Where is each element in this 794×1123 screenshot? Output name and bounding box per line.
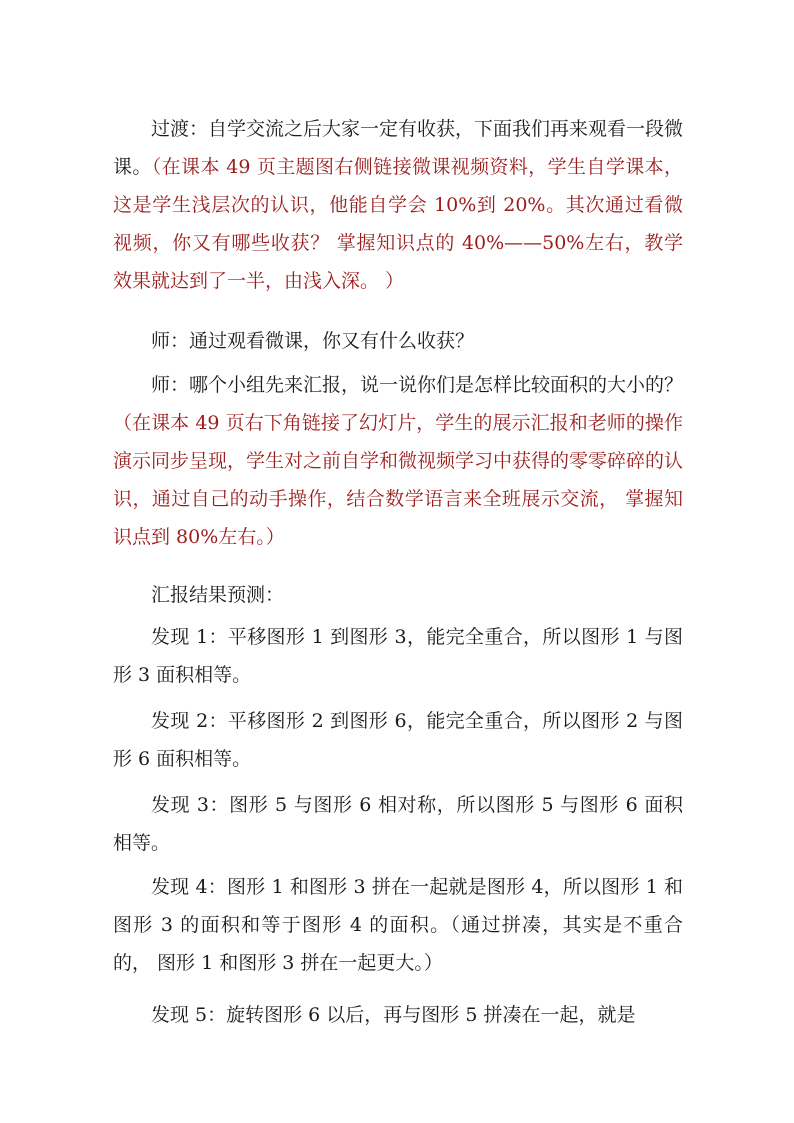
paragraph-text: 发现 2：平移图形 2 到图形 6，能完全重合，所以图形 2 与图形 6 面积相等。 [113, 710, 683, 770]
paragraph-text: 发现 3：图形 5 与图形 6 相对称，所以图形 5 与图形 6 面积相等。 [113, 794, 683, 854]
paragraph-text: 汇报结果预测： [151, 584, 285, 606]
paragraph-finding-1 [113, 618, 683, 694]
paragraph-text: 过渡：自学交流之后大家一定有收获，下面我们再来观看一段微课。 [113, 118, 684, 178]
paragraph-text: 师：哪个小组先来汇报，说一说你们是怎样比较面积的大小的？ [151, 374, 684, 396]
paragraph-finding-5 [113, 996, 683, 1034]
paragraph-text: 发现 1：平移图形 1 到图形 3，能完全重合，所以图形 1 与图形 3 面积相等。 [113, 626, 683, 686]
paragraph-teacher-question-1 [113, 322, 683, 360]
paragraph-text: 师：通过观看微课，你又有什么收获？ [151, 330, 475, 352]
paragraph-finding-3 [113, 786, 683, 862]
paragraph-annotation: （在课本 49 页右下角链接了幻灯片，学生的展示汇报和老师的操作演示同步呈现，学生对之前自学和微视频学习中获得的零零碎碎的认识，通过自己的动手操作，结合数学语言来全班展示交流， 掌握知识点到 80%左右。） [113, 412, 684, 548]
paragraph-annotation: （在课本 49 页主题图右侧链接微课视频资料，学生自学课本，这是学生浅层次的认识，他能自学会 10%到 20%。其次通过看微视频，你又有哪些收获？ 掌握知识点的 40%——50%左右，教学效果就达到了一半，由浅入深。 ） [113, 156, 683, 292]
paragraph-finding-4 [113, 868, 683, 982]
paragraph-teacher-question-2 [113, 366, 683, 556]
paragraph-report-heading [113, 576, 683, 614]
paragraph-transition [113, 110, 683, 300]
paragraph-finding-2 [113, 702, 683, 778]
paragraph-text: 发现 4：图形 1 和图形 3 拼在一起就是图形 4，所以图形 1 和图形 3 的面积和等于图形 4 的面积。（通过拼凑，其实是不重合的， 图形 1 和图形 3 拼在一起更大。） [113, 876, 683, 974]
paragraph-text: 发现 5：旋转图形 6 以后，再与图形 5 拼凑在一起，就是 [151, 1004, 636, 1026]
